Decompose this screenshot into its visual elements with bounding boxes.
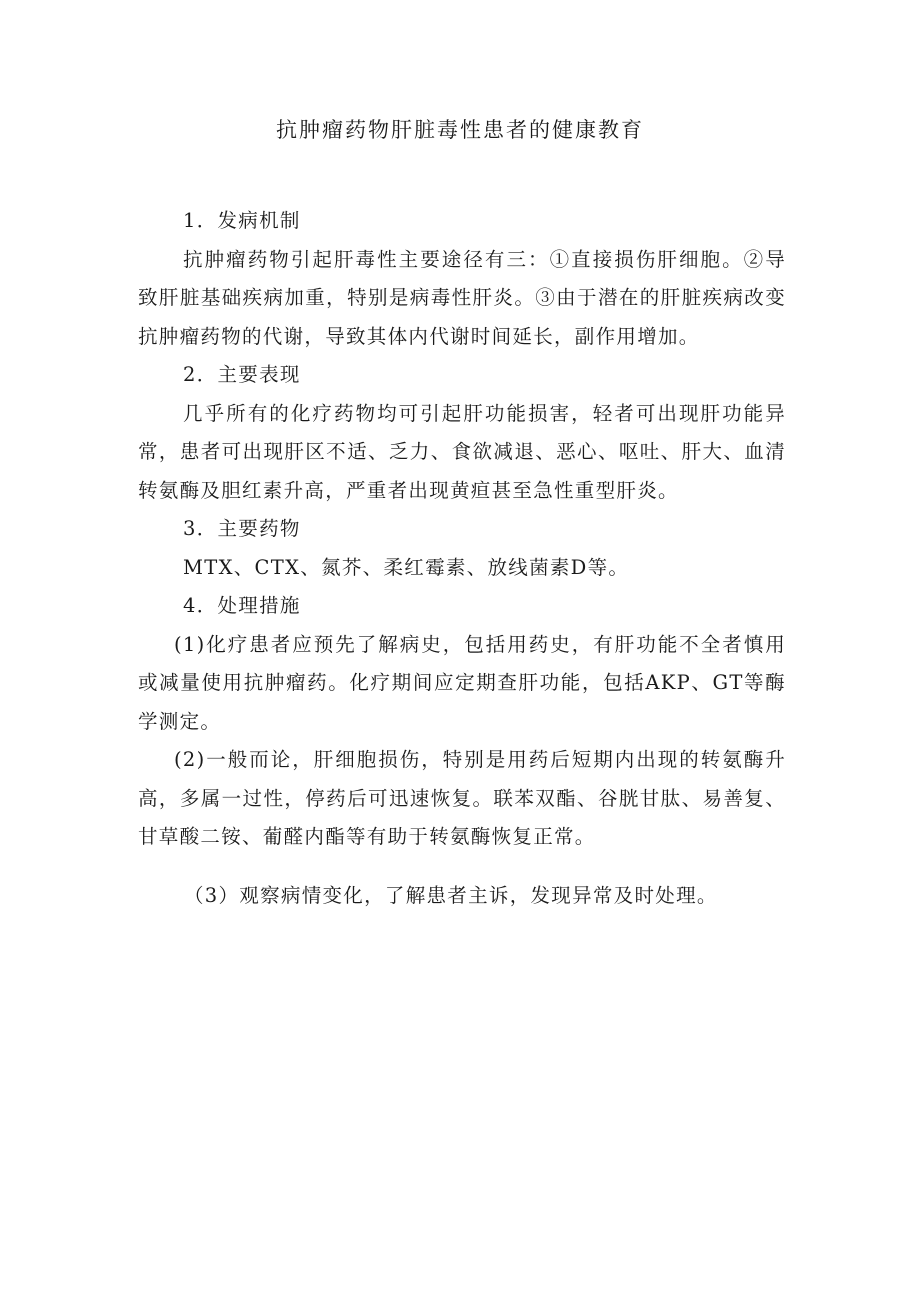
mechanism-paragraph: 抗肿瘤药物引起肝毒性主要途径有三：①直接损伤肝细胞。②导致肝脏基础疾病加重，特别是病毒性肝炎。③由于潜在的肝脏疾病改变抗肿瘤药物的代谢，导致其体内代谢时间延长，副作用增加。 [138,247,786,348]
document-body [138,202,786,915]
section-heading-manifestations: 2．主要表现 [183,363,301,386]
section-heading-mechanism: 1．发病机制 [183,209,301,232]
measure-item-1: (1)化疗患者应预先了解病史，包括用药史，有肝功能不全者慎用或减量使用抗肿瘤药。化疗期间应定期查肝功能，包括AKP、GT等酶学测定。 [138,632,786,733]
drugs-paragraph: MTX、CTX、氮芥、柔红霉素、放线菌素D等。 [183,555,630,579]
section-heading-drugs: 3．主要药物 [183,517,301,540]
measure-item-3: （3）观察病情变化，了解患者主诉，发现异常及时处理。 [184,883,718,907]
section-heading-measures: 4．处理措施 [183,594,301,617]
manifestations-paragraph: 几乎所有的化疗药物均可引起肝功能损害，轻者可出现肝功能异常，患者可出现肝区不适、乏力、食欲减退、恶心、呕吐、肝大、血清转氨酶及胆红素升高，严重者出现黄疸甚至急性重型肝炎。 [138,401,786,502]
document-title: 抗肿瘤药物肝脏毒性患者的健康教育 [276,118,644,142]
measure-item-2: (2)一般而论，肝细胞损伤，特别是用药后短期内出现的转氨酶升高，多属一过性，停药后可迅速恢复。联苯双酯、谷胱甘肽、易善复、甘草酸二铵、葡醛内酯等有助于转氨酶恢复正常。 [138,748,786,848]
